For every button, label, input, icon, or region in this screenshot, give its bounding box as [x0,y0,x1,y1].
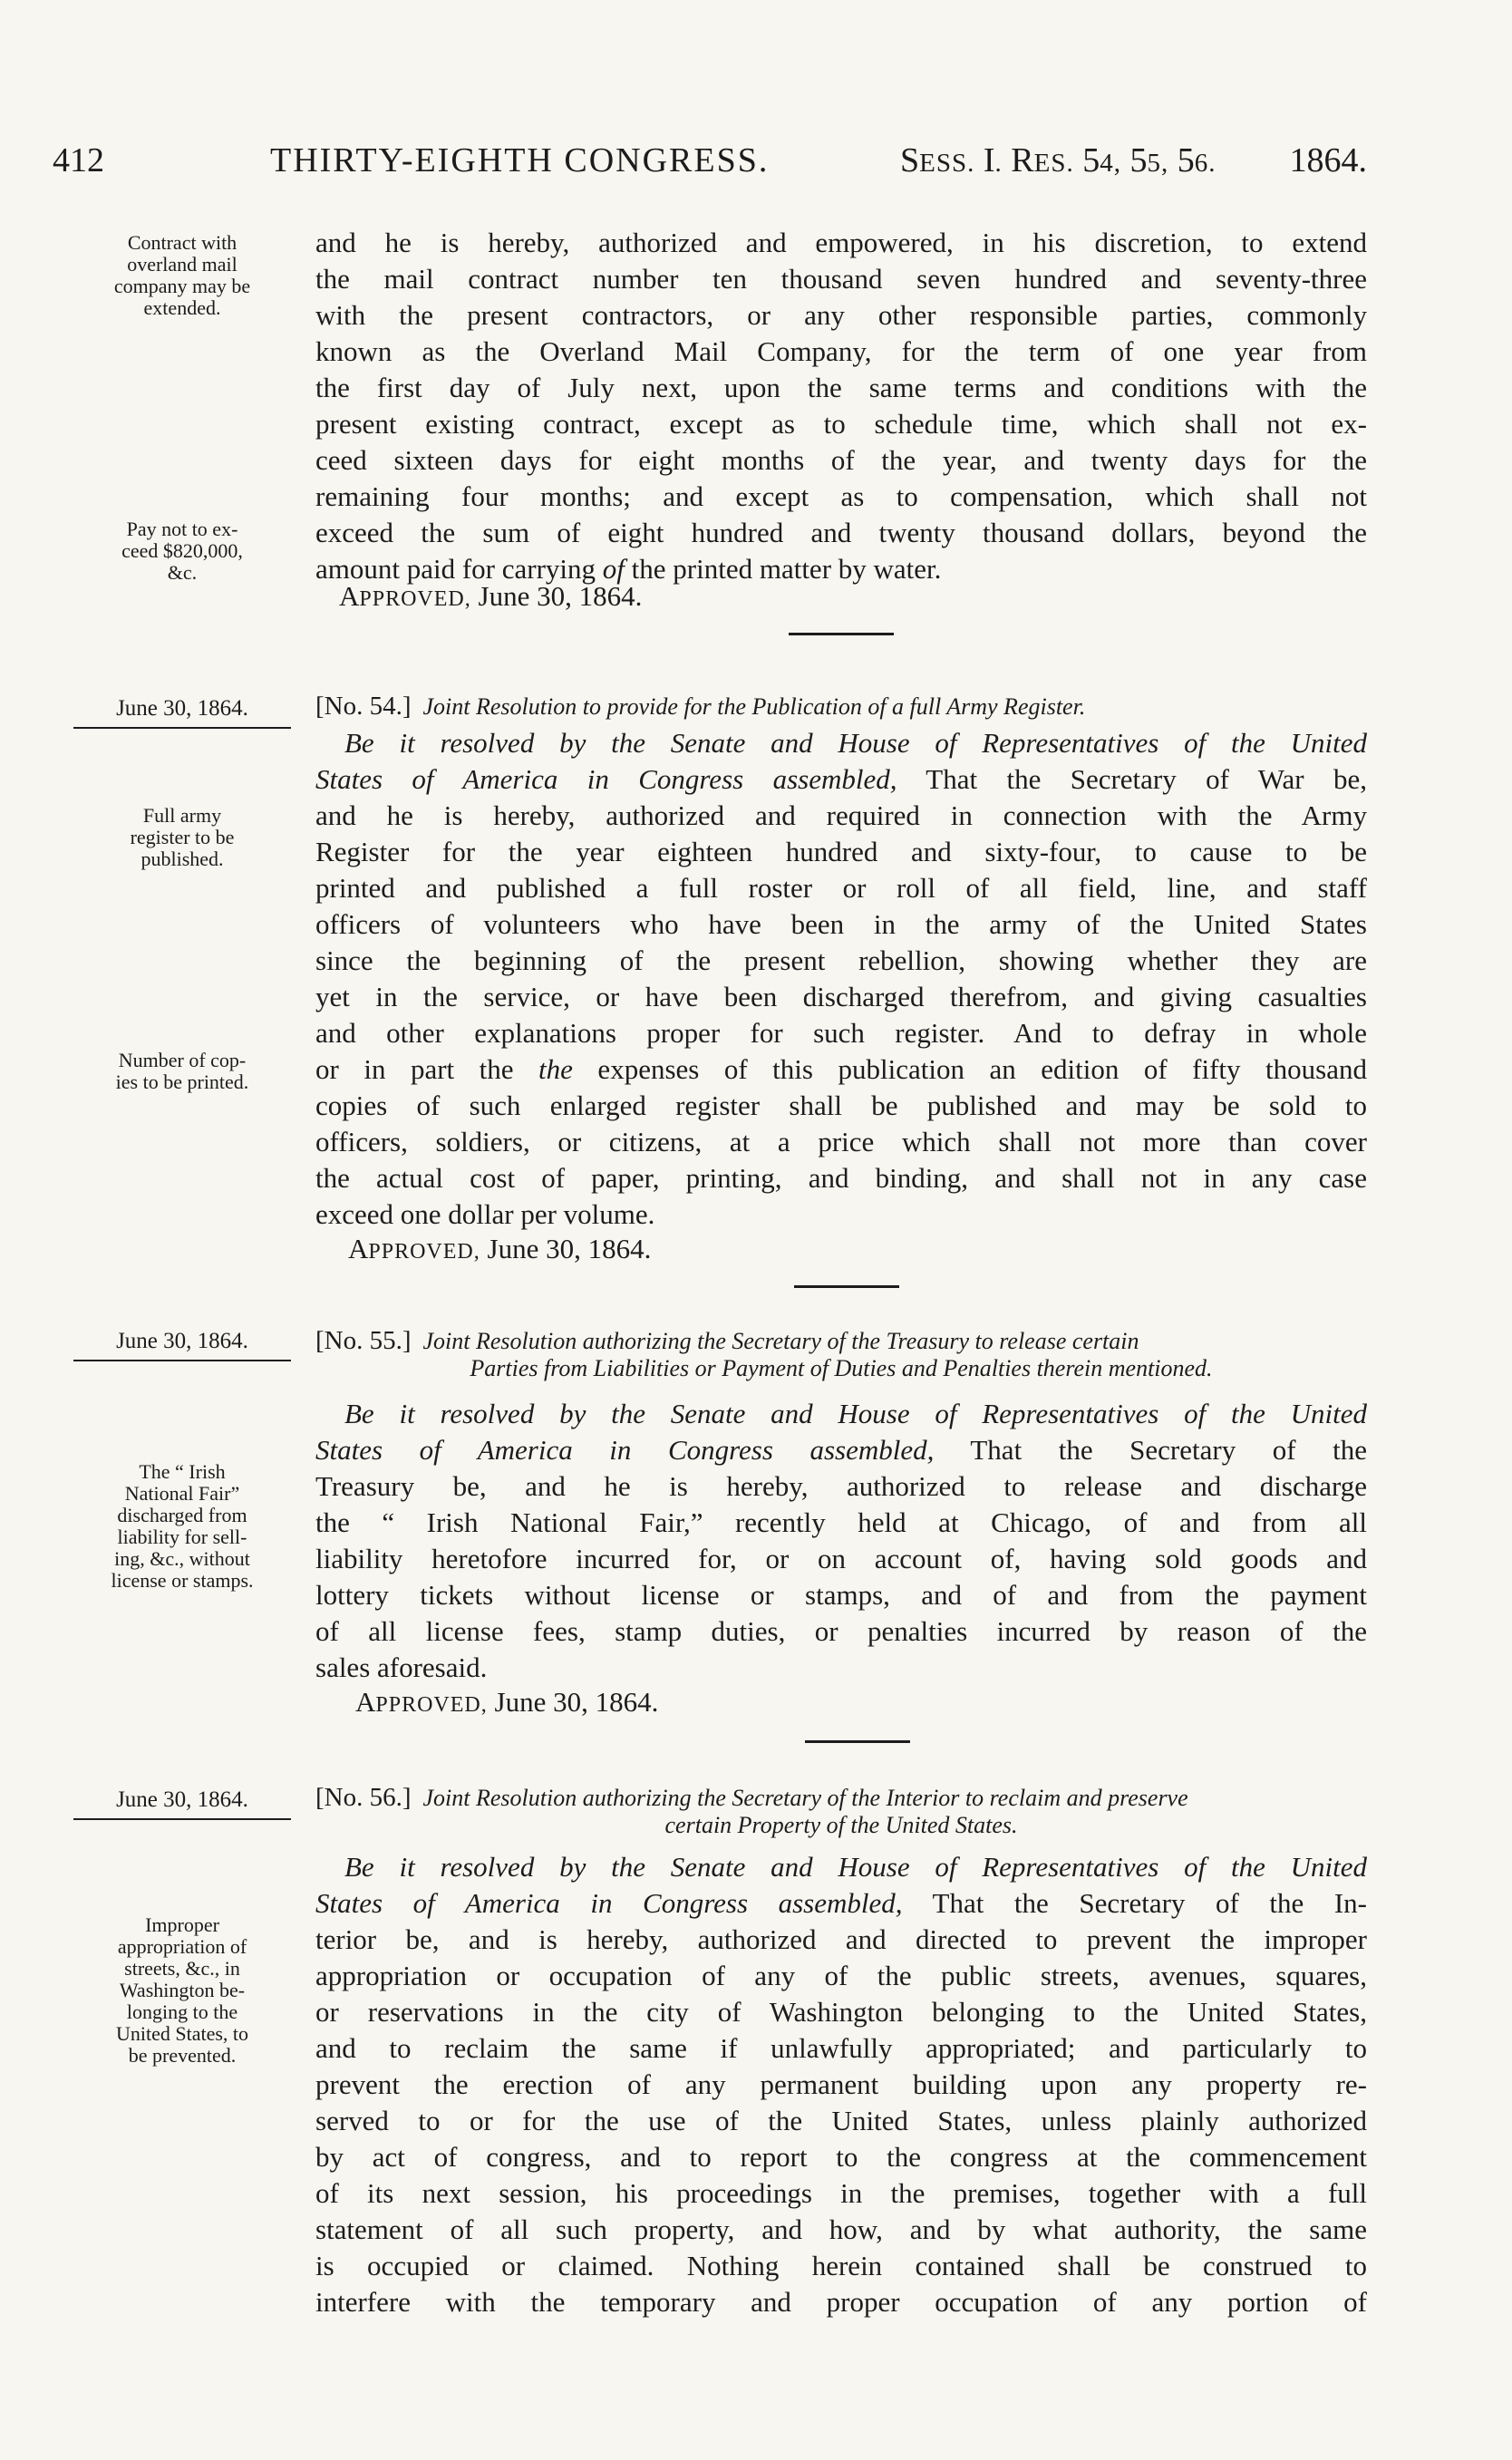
approved-label: APPROVED, [355,1686,488,1718]
body-line: yet in the service, or have been discharged therefrom, and giving casualties [315,981,1367,1012]
body-text: amount paid for carrying [315,553,603,585]
enacting-clause-italic: States of America in Congress assembled, [315,1887,903,1919]
margin-note-number-copies [54,1050,310,1093]
body-line: or reservations in the city of Washington belonging to the United States, [315,1996,1367,2028]
body-line: and other explanations proper for such register. And to defray in whole [315,1017,1367,1049]
body-line: interfere with the temporary and proper occupation of any portion of [315,2286,1367,2318]
margin-note-line: published. [141,847,224,870]
margin-note-line: ies to be printed. [115,1070,249,1093]
date-text: June 30, 1864. [116,696,248,721]
enacting-clause-italic: Be it resolved by the Senate and House of Representatives of the United [344,727,1367,759]
body-line: officers of volunteers who have been in the army of the United States [315,908,1367,940]
body-line: the mail contract number ten thousand seven hundred and seventy-three [315,263,1367,295]
margin-note-line: Pay not to ex- [126,518,238,540]
margin-note-line: Contract with [127,231,237,254]
approved-date: June 30, 1864. [494,1686,659,1718]
body-line: since the beginning of the present rebellion, showing whether they are [315,944,1367,976]
approved-label: APPROVED, [339,580,471,612]
margin-note-line: &c. [167,561,198,584]
body-line: of all license fees, stamp duties, or penalties incurred by reason of the [315,1615,1367,1647]
page-number: 412 [53,141,104,179]
margin-note-line: extended. [143,296,221,319]
body-line: present existing contract, except as to schedule time, which shall not ex- [315,408,1367,440]
res55-heading [315,1327,1367,1382]
margin-note-line: ing, &c., without [114,1547,250,1570]
date-underline [73,1818,291,1820]
margin-note-line: Full army [142,804,222,827]
margin-note-line: discharged from [117,1504,247,1526]
running-header [53,140,1367,195]
enacting-line [315,1885,1367,1922]
body-text-top [315,225,1367,587]
res55-body [315,1396,1367,1686]
header-year: 1864. [1289,141,1367,179]
approved-line [355,1686,658,1719]
enacting-line [315,1432,1367,1468]
body-line: liability heretofore incurred for, or on account of, having sold goods and [315,1543,1367,1574]
body-line [315,1051,1367,1088]
body-line: with the present contractors, or any other responsible parties, commonly [315,299,1367,331]
margin-note-line: appropriation of [117,1935,247,1958]
res56-body [315,1849,1367,2320]
enacting-clause-italic: States of America in Congress assembled, [315,763,897,795]
enacting-line [315,1396,1367,1432]
body-text: That the Secretary of War be, [897,763,1367,795]
resolution-title: Joint Resolution authorizing the Secretary of the Interior to reclaim and preserve [422,1785,1188,1811]
margin-note-line: Washington be- [119,1979,246,2001]
body-line: and he is hereby, authorized and required in connection with the Army [315,799,1367,831]
body-line: lottery tickets without license or stamps, and of and from the payment [315,1579,1367,1611]
enacting-clause-italic: Be it resolved by the Senate and House of Representatives of the United [344,1851,1367,1883]
margin-note-line: ceed $820,000, [121,539,243,562]
session-resolutions [900,140,1216,180]
section-divider [794,1285,899,1288]
approved-line [339,580,642,613]
resolution-title: Joint Resolution to provide for the Publication of a full Army Register. [422,693,1086,720]
res56-date [54,1787,310,1820]
body-line: ceed sixteen days for eight months of the year, and twenty days for the [315,444,1367,476]
body-line: the first day of July next, upon the same terms and conditions with the [315,372,1367,403]
body-text: That the Secretary of the [934,1434,1367,1466]
margin-note-line: Number of cop- [118,1049,247,1071]
res56-heading [315,1784,1367,1839]
body-text: expenses of this publication an edition of fifty thousand [572,1053,1367,1085]
date-text: June 30, 1864. [116,1787,248,1812]
body-line: appropriation or occupation of any of the public streets, avenues, squares, [315,1960,1367,1991]
congress-title: THIRTY-EIGHTH CONGRESS. [270,141,770,179]
approved-line [348,1233,651,1265]
body-line: and to reclaim the same if unlawfully appropriated; and particularly to [315,2032,1367,2064]
margin-note-irish-fair [54,1461,310,1592]
enacting-clause-italic: Be it resolved by the Senate and House of Representatives of the United [344,1398,1367,1429]
margin-note-line: license or stamps. [111,1569,254,1592]
res54-heading [315,692,1367,721]
body-line: exceed the sum of eight hundred and twenty thousand dollars, beyond the [315,517,1367,548]
body-line: known as the Overland Mail Company, for the term of one year from [315,335,1367,367]
body-line: of its next session, his proceedings in the premises, together with a full [315,2177,1367,2209]
date-underline [73,1360,291,1361]
body-line: copies of such enlarged register shall be published and may be sold to [315,1090,1367,1121]
body-line: remaining four months; and except as to compensation, which shall not [315,480,1367,512]
enacting-clause-italic: States of America in Congress assembled, [315,1434,935,1466]
enacting-line [315,1849,1367,1885]
date-text: June 30, 1864. [116,1329,248,1353]
margin-note-line: Improper [145,1913,219,1936]
resolution-title: Joint Resolution authorizing the Secretary of the Treasury to release certain [422,1328,1139,1354]
resolution-title-cont: Parties from Liabilities or Payment of Duties and Penalties therein mentioned. [470,1355,1213,1381]
res54-body [315,725,1367,1233]
margin-note-line: National Fair” [124,1482,240,1505]
margin-note-line: longing to the [126,2000,238,2023]
body-text-italic: the [538,1053,573,1085]
body-line: Treasury be, and he is hereby, authorized to release and discharge [315,1470,1367,1502]
resolution-number: [No. 54.] [315,692,412,721]
body-line: and he is hereby, authorized and empowered, in his discretion, to extend [315,227,1367,258]
approved-date: June 30, 1864. [478,580,643,612]
body-line: served to or for the use of the United States, unless plainly authorized [315,2105,1367,2136]
resolution-title-cont: certain Property of the United States. [664,1812,1018,1838]
res54-date [54,696,310,729]
body-line: statement of all such property, and how, and by what authority, the same [315,2213,1367,2245]
margin-note-line: streets, &c., in [124,1957,240,1980]
margin-note-line: United States, to [115,2022,249,2045]
resolution-numbers: RES. 54, 55, 56. [1011,141,1216,179]
body-line: officers, soldiers, or citizens, at a price which shall not more than cover [315,1126,1367,1157]
margin-note-pay-limit [54,518,310,584]
body-line: the “ Irish National Fair,” recently held at Chicago, of and from all [315,1506,1367,1538]
body-line: Register for the year eighteen hundred and sixty-four, to cause to be [315,836,1367,867]
body-line: the actual cost of paper, printing, and binding, and shall not in any case [315,1162,1367,1194]
body-line: terior be, and is hereby, authorized and directed to prevent the improper [315,1923,1367,1955]
approved-date: June 30, 1864. [487,1233,652,1264]
margin-note-line: The “ Irish [139,1460,226,1483]
margin-note-line: be prevented. [128,2044,237,2067]
enacting-line [315,761,1367,798]
body-text: the printed matter by water. [624,553,942,585]
approved-label: APPROVED, [348,1233,480,1264]
margin-note-line: register to be [130,826,235,848]
body-line: by act of congress, and to report to the congress at the commencement [315,2141,1367,2173]
margin-note-army-register [54,805,310,870]
resolution-number: [No. 55.] [315,1326,412,1355]
margin-note-contract-extended [54,232,310,319]
margin-note-line: overland mail [127,253,237,276]
body-text: or in part the [315,1053,539,1085]
body-text-italic: of [602,553,625,585]
margin-note-line: company may be [113,275,251,297]
body-line: prevent the erection of any permanent building upon any property re- [315,2068,1367,2100]
res55-date [54,1329,310,1361]
margin-note-line: liability for sell- [117,1525,247,1548]
body-line: sales aforesaid. [315,1651,488,1683]
section-divider [805,1740,910,1743]
date-underline [73,727,291,729]
body-line: printed and published a full roster or roll of all field, line, and staff [315,872,1367,904]
enacting-line [315,725,1367,761]
body-line: is occupied or claimed. Nothing herein contained shall be construed to [315,2250,1367,2281]
body-line: exceed one dollar per volume. [315,1198,655,1230]
body-text: That the Secretary of the In- [902,1887,1368,1919]
resolution-number: [No. 56.] [315,1783,412,1812]
session-label: SESS. I. [900,141,1003,179]
margin-note-improper-appropriation [54,1914,310,2067]
section-divider [789,633,894,635]
